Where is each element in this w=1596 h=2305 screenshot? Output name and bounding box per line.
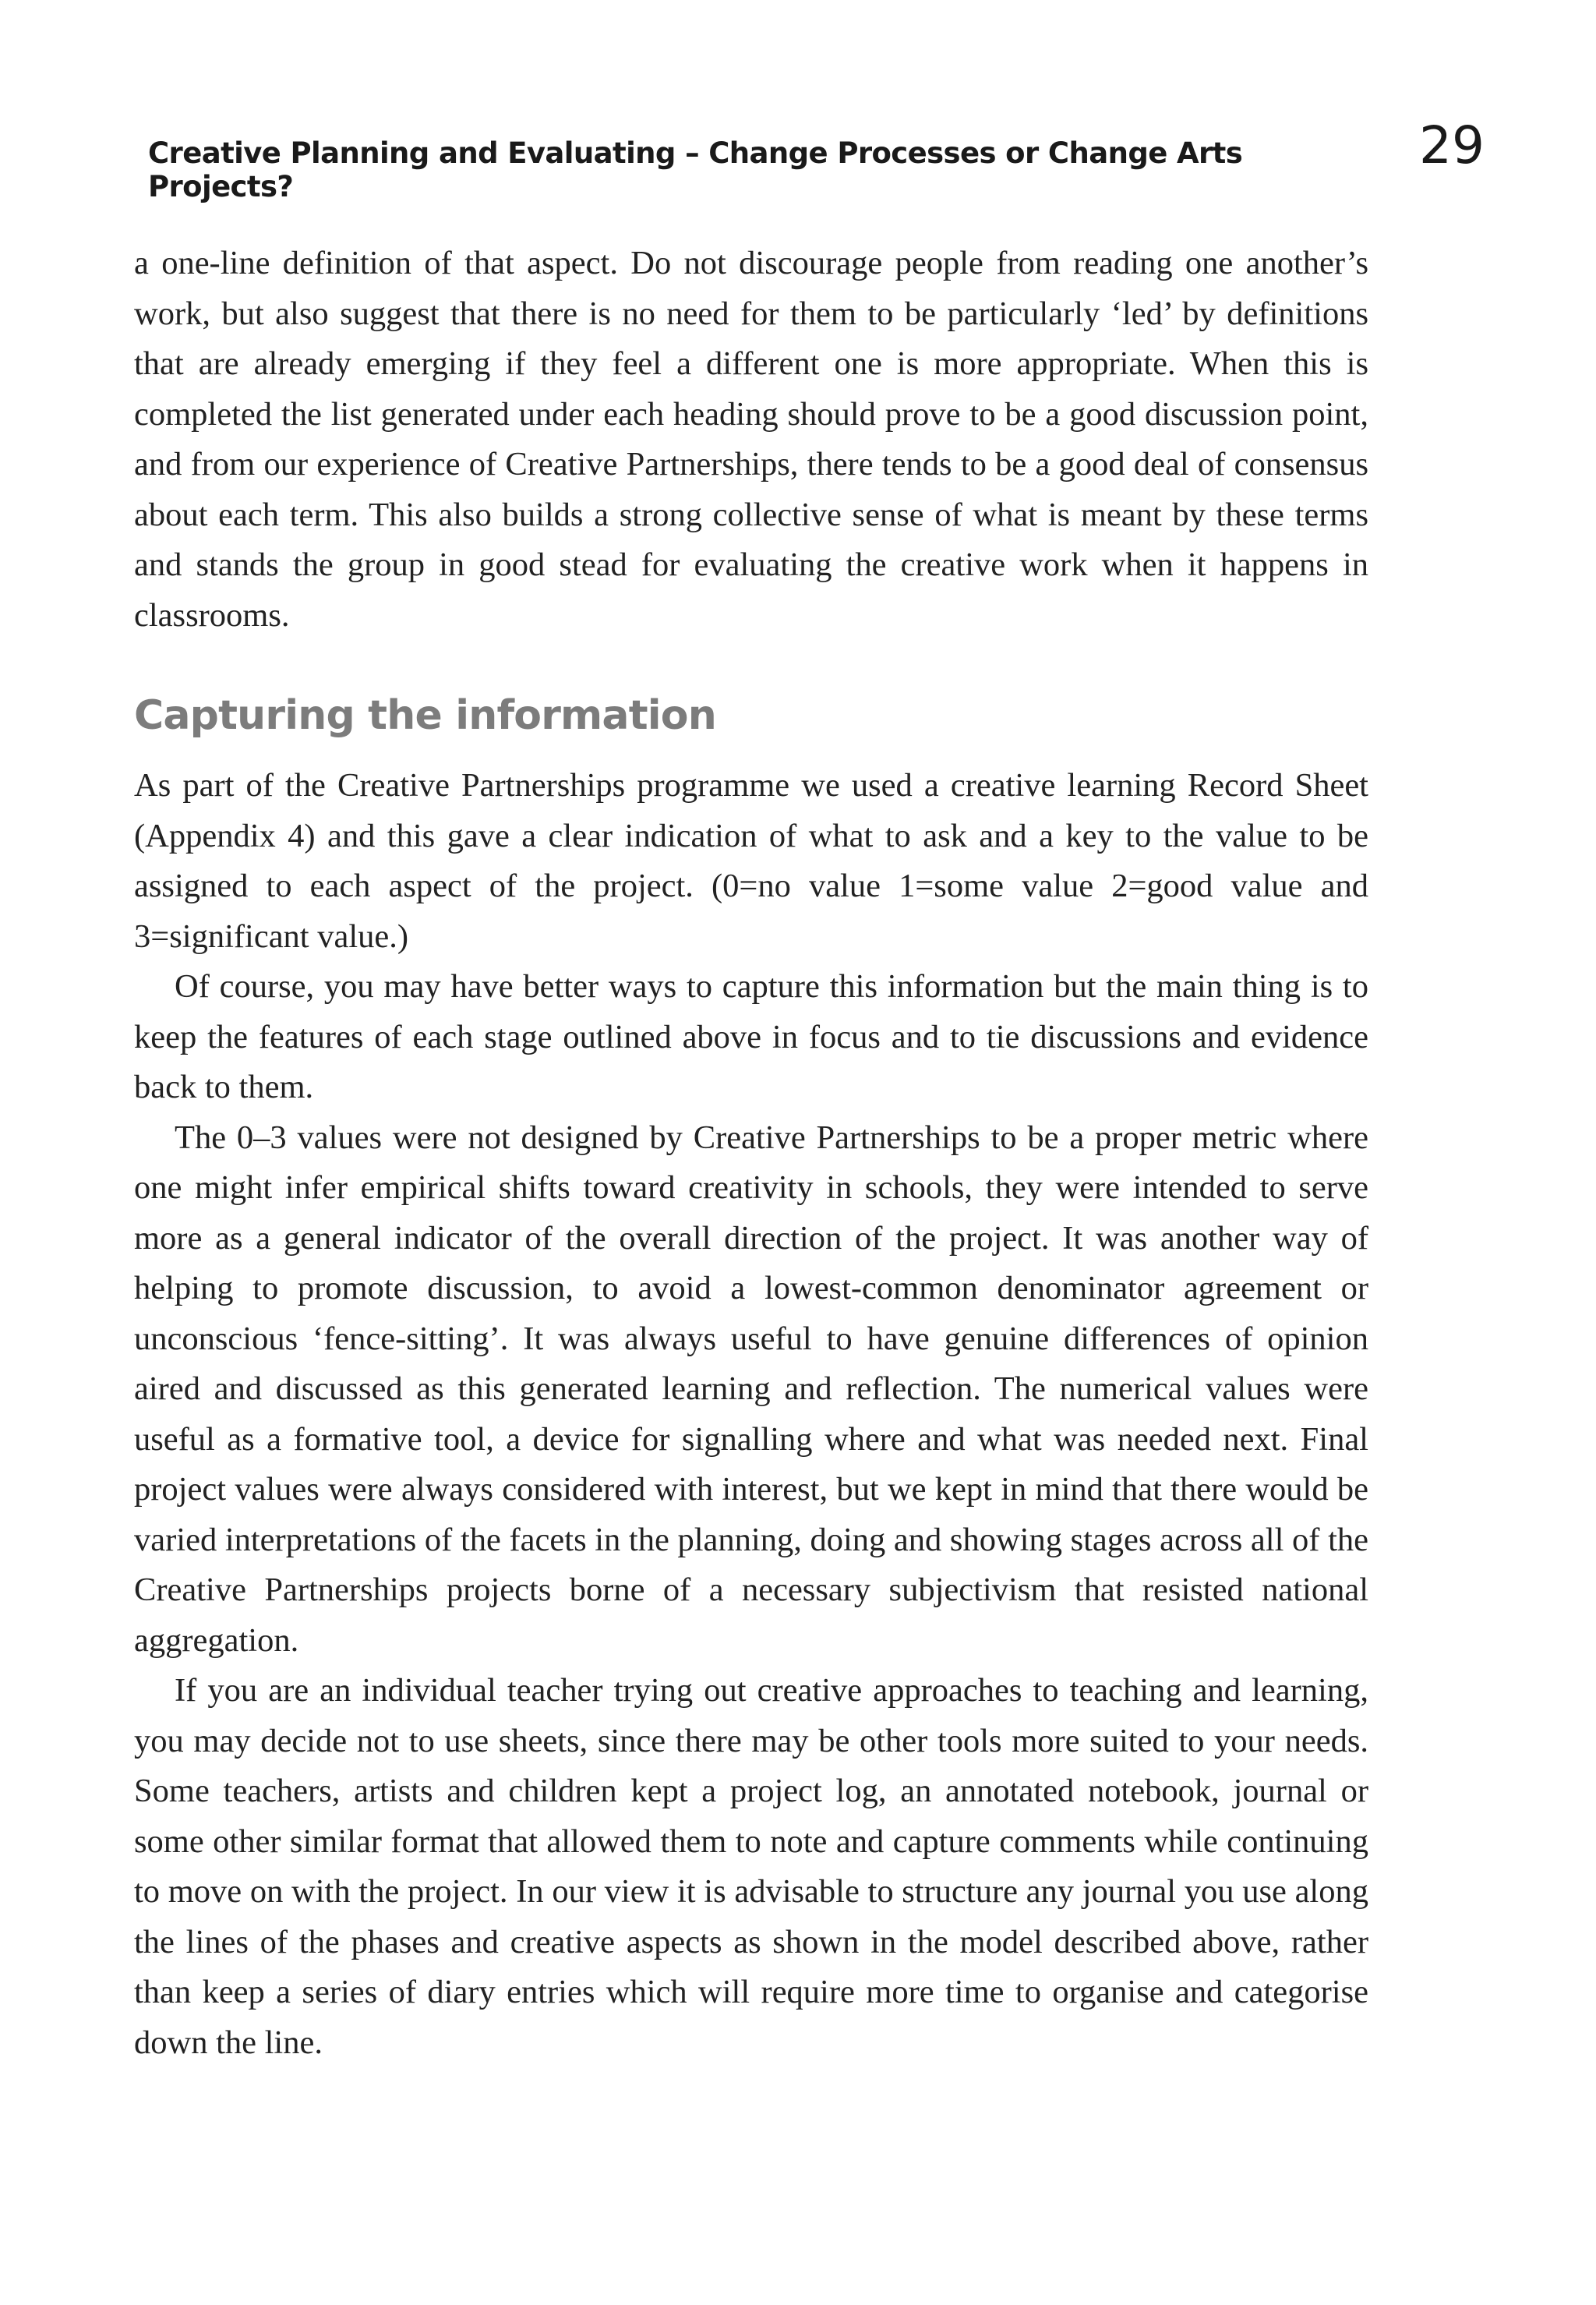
running-title: Creative Planning and Evaluating – Change Processes or Change Arts Projects?: [148, 136, 1243, 203]
body-paragraph-values: The 0–3 values were not designed by Creative Partnerships to be a proper metric where one might infer empirical shifts toward creativity in schools, they were intended to serve more as a general indicator of the overall direction of the project. It was another way of helping to promote discussion, to avoid a lowest-common denominator agreement or unconscious ‘fence-sitting’. It was always useful to have genuine differences of opinion aired and discussed as this generated learning and reflection. The numerical values were useful as a formative tool, a device for signalling where and what was needed next. Final project values were always considered with interest, but we kept in mind that there would be varied interpretations of the facets in the planning, doing and showing stages across all of the Creative Partnerships projects borne of a necessary subjectivism that resisted national aggregation.: [134, 1119, 1368, 1659]
running-header: [148, 115, 1485, 203]
intro-paragraph: a one-line definition of that aspect. Do not discourage people from reading one another’s work, but also suggest that there is no need for them to be particularly ‘led’ by definitions that are already emerging if they feel a different one is more appropriate. When this is completed the list generated under each heading should prove to be a good discussion point, and from our experience of Creative Partnerships, there tends to be a good deal of consensus about each term. This also builds a strong collective sense of what is meant by these terms and stands the group in good stead for evaluating the creative work when it happens in classrooms.: [134, 245, 1368, 634]
body-paragraph-capture-methods: Of course, you may have better ways to capture this information but the main thing is to keep the features of each stage outlined above in focus and to tie discussions and evidence back to them.: [134, 968, 1368, 1105]
section-heading: Capturing the information: [134, 692, 716, 739]
body-paragraph-individual-teacher: If you are an individual teacher trying out creative approaches to teaching and learning, you may decide not to use sheets, since there may be other tools more suited to your needs. Some teachers, artists and children kept a project log, an annotated notebook, journal or some other similar format that allowed them to note and capture comments while continuing to move on with the project. In our view it is advisable to structure any journal you use along the lines of the phases and creative aspects as shown in the model described above, rather than keep a series of diary entries which will require more time to organise and categorise down the line.: [134, 1672, 1368, 2061]
body-paragraph-record-sheet: As part of the Creative Partnerships programme we used a creative learning Record Sheet (Appendix 4) and this gave a clear indication of what to ask and a key to the value to be assigned to each aspect of the project. (0=no value 1=some value 2=good value and 3=significant value.): [134, 767, 1368, 955]
page-body: [134, 239, 1368, 2068]
page-number: 29: [1419, 115, 1485, 175]
